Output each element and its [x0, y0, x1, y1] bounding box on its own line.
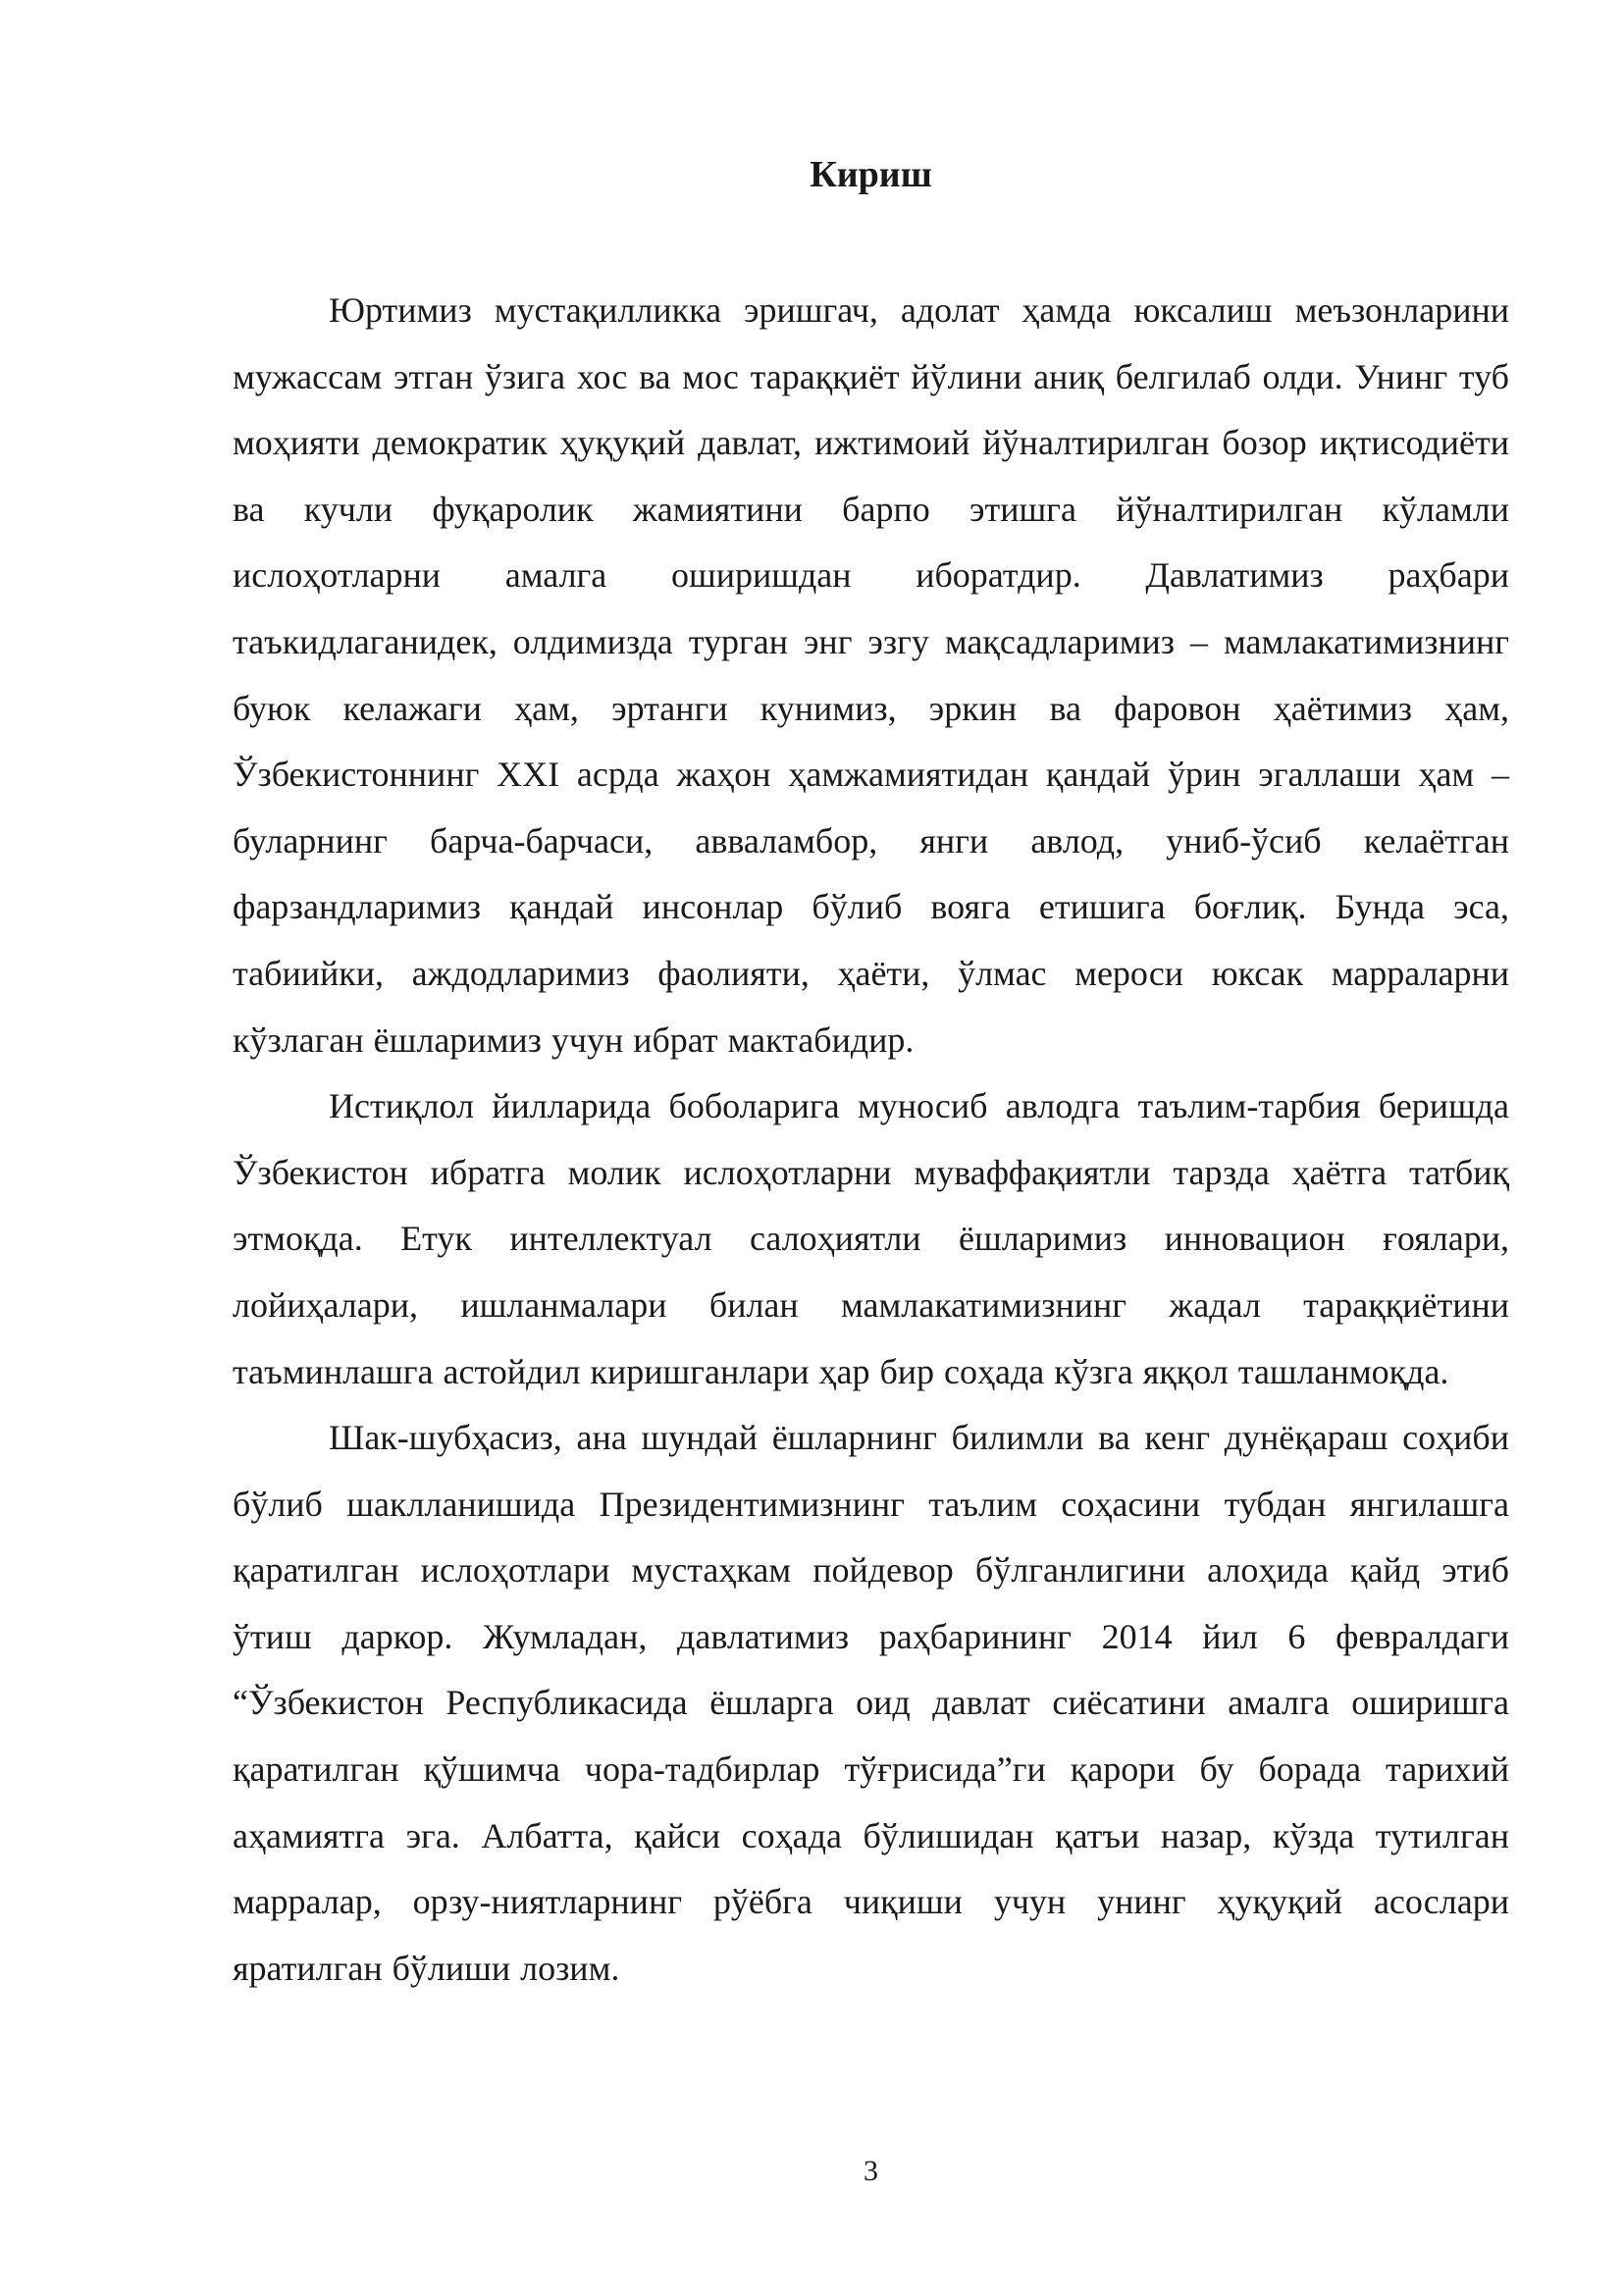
paragraph-2: Истиқлол йилларида боболарига муносиб авлодга таълим-тарбия беришда Ўзбекистон ибратга молик ислоҳотларни муваффақиятли тарзда ҳаётга татбиқ этмоқда. Етук интеллектуал салоҳиятли ёшларимиз инновацион ғоялари, лойиҳалари, ишланмалари билан мамлакатимизнинг жадал тараққиётини таъминлашга астойдил киришганлари ҳар бир соҳада кўзга яққол ташланмоқда.	[233, 1086, 1509, 1391]
body-text	[233, 278, 1509, 2002]
paragraph-3: Шак-шубҳасиз, ана шундай ёшларнинг билимли ва кенг дунёқараш соҳиби бўлиб шаклланишида Президентимизнинг таълим соҳасини тубдан янгилашга қаратилган ислоҳотлари мустаҳкам пойдевор бўлганлигини алоҳида қайд этиб ўтиш даркор. Жумладан, давлатимиз раҳбарининг 2014 йил 6 февралдаги “Ўзбекистон Республикасида ёшларга оид давлат сиёсатини амалга оширишга қаратилган қўшимча чора-тадбирлар тўғрисида”ги қарори бу борада тарихий аҳамиятга эга. Албатта, қайси соҳада бўлишидан қатъи назар, кўзда тутилган марралар, орзу-ниятларнинг рўёбга чиқиши учун унинг ҳуқуқий асослари яратилган бўлиши лозим.	[233, 1418, 1509, 1988]
page-number: 3	[864, 2155, 878, 2187]
page-title: Кириш	[810, 154, 932, 195]
paragraph-1: Юртимиз мустақилликка эришгач, адолат ҳамда юксалиш меъзонларини мужассам этган ўзига хос ва мос тараққиёт йўлини аниқ белгилаб олди. Унинг туб моҳияти демократик ҳуқуқий давлат, ижтимоий йўналтирилган бозор иқтисодиёти ва кучли фуқаролик жамиятини барпо этишга йўналтирилган кўламли ислоҳотларни амалга оширишдан иборатдир. Давлатимиз раҳбари таъкидлаганидек, олдимизда турган энг эзгу мақсадларимиз – мамлакатимизнинг буюк келажаги ҳам, эртанги кунимиз, эркин ва фаровон ҳаётимиз ҳам, Ўзбекистоннинг XXI асрда жаҳон ҳамжамиятидан қандай ўрин эгаллаши ҳам – буларнинг барча-барчаси, авваламбор, янги авлод, униб-ўсиб келаётган фарзандларимиз қандай инсонлар бўлиб вояга етишига боғлиқ. Бунда эса, табиийки, аждодларимиз фаолияти, ҳаёти, ўлмас мероси юксак марраларни кўзлаган ёшларимиз учун ибрат мактабидир.	[233, 290, 1509, 1060]
